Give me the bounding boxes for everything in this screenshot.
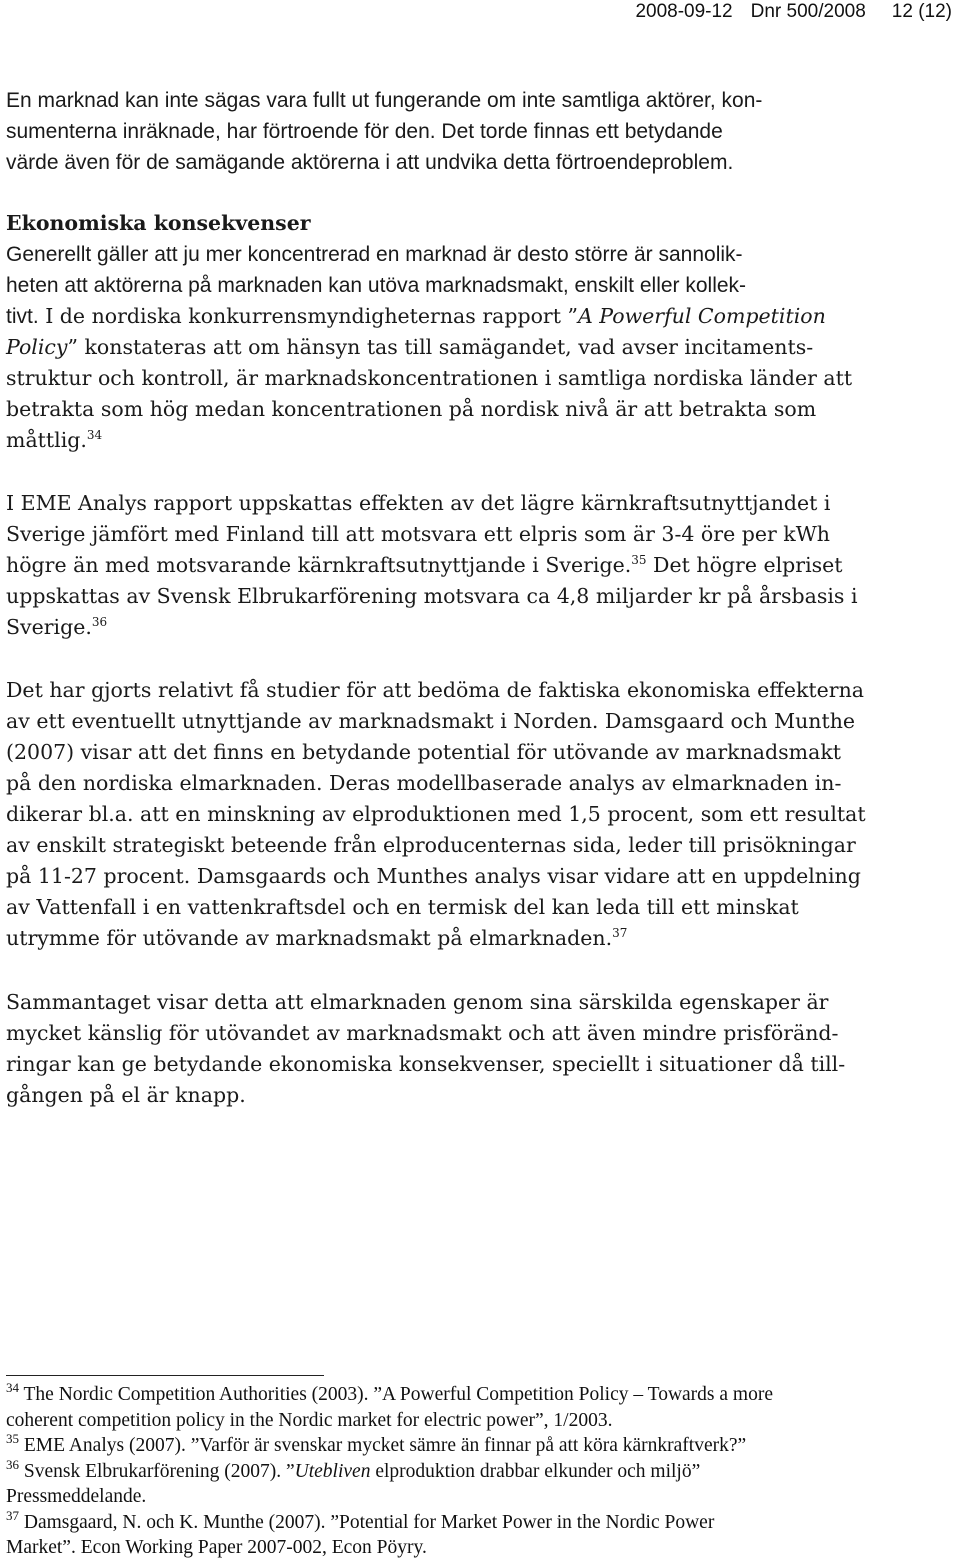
paragraph-line: av Vattenfall i en vattenkraftsdel och en termisk del kan leda till ett minskat (6, 895, 799, 919)
footnote-ref[interactable]: 34 (86, 428, 103, 442)
paragraph-line (6, 923, 896, 954)
section-line (6, 332, 896, 363)
paragraph-line: I EME Analys rapport uppskattas effekten av det lägre kärnkraftsutnyttjandet i (6, 491, 831, 515)
paragraph-line: på den nordiska elmarknaden. Deras modellbaserade analys av elmarknaden in- (6, 771, 842, 795)
footnote-number: 34 (6, 1380, 19, 1395)
section-economic-consequences (6, 208, 896, 456)
footnote-37-cont: Market”. Econ Working Paper 2007-002, Econ Pöyry. (6, 1537, 427, 1558)
footnote-37 (6, 1507, 906, 1536)
footnote-36 (6, 1456, 906, 1485)
section-line: betrakta som hög medan koncentrationen på nordisk nivå är att betrakta som (6, 397, 817, 421)
header-page-number: 12 (12) (891, 1, 952, 22)
paragraph-line: Sammantaget visar detta att elmarknaden genom sina särskilda egenskaper är (6, 990, 829, 1014)
paragraph-line (6, 612, 896, 643)
paragraph-line: dikerar bl.a. att en minskning av elproduktionen med 1,5 procent, som ett resultat (6, 802, 866, 826)
section-text: tivt. (6, 305, 39, 328)
paragraph-line: av enskilt strategiskt beteende från elproducenternas sida, leder till prisökningar (6, 833, 856, 857)
section-line (6, 425, 896, 456)
paragraph-line: ringar kan ge betydande ekonomiska konsekvenser, speciellt i situationer då till- (6, 1052, 846, 1076)
footnote-text: Damsgaard, N. och K. Munthe (2007). ”Potential for Market Power in the Nordic Power (19, 1511, 715, 1533)
footnote-34-cont: coherent competition policy in the Nordic market for electric power”, 1/2003. (6, 1409, 613, 1431)
footnote-34 (6, 1382, 906, 1408)
header-date: 2008-09-12 (635, 1, 733, 22)
section-text: ” konstateras att om hänsyn tas till samägandet, vad avser incitaments- (67, 335, 814, 359)
section-text: I de nordiska konkurrensmyndigheternas rapport ” (38, 304, 578, 328)
footnote-number: 37 (6, 1507, 19, 1523)
footnote-36-cont: Pressmeddelande. (6, 1486, 147, 1507)
footnote-italic: Utebliven (294, 1460, 371, 1482)
footnote-number: 36 (6, 1456, 19, 1472)
paragraph-line: av ett eventuellt utnyttjande av marknadsmakt i Norden. Damsgaard och Munthe (6, 709, 856, 733)
section-text: måttlig. (6, 428, 87, 452)
paragraph-summary (6, 987, 896, 1111)
paragraph-eme (6, 488, 896, 643)
paragraph-text: högre än med motsvarande kärnkraftsutnyttjande i Sverige. (6, 553, 632, 577)
footnotes (6, 1382, 906, 1561)
section-line: struktur och kontroll, är marknadskoncentrationen i samtliga nordiska länder att (6, 366, 853, 390)
footnote-ref[interactable]: 36 (91, 615, 108, 629)
paragraph-text: Det högre elpriset (646, 553, 843, 577)
intro-line: sumenterna inräknade, har förtroende för den. Det torde finnas ett betydande (6, 120, 723, 143)
section-line-mixed (6, 301, 896, 332)
intro-paragraph (6, 85, 896, 178)
paragraph-line: Sverige jämfört med Finland till att motsvara ett elpris som är 3-4 öre per kWh (6, 522, 830, 546)
footnote-separator (6, 1375, 324, 1376)
intro-line: En marknad kan inte sägas vara fullt ut fungerande om inte samtliga aktörer, kon- (6, 89, 763, 112)
footnote-ref[interactable]: 37 (612, 926, 628, 940)
footnote-text: elproduktion drabbar elkunder och miljö” (370, 1460, 701, 1482)
paragraph-line: uppskattas av Svensk Elbrukarförening motsvara ca 4,8 miljarder kr på årsbasis i (6, 584, 858, 608)
page-header (635, 0, 952, 24)
section-heading: Ekonomiska konsekvenser (6, 211, 311, 235)
report-title-italic: Policy (6, 335, 68, 359)
footnote-text: EME Analys (2007). ”Varför är svenskar mycket sämre än finnar på att köra kärnkraftverk?” (19, 1435, 747, 1456)
header-dnr: Dnr 500/2008 (750, 1, 866, 22)
paragraph-studies (6, 675, 896, 954)
paragraph-line: Det har gjorts relativt få studier för att bedöma de faktiska ekonomiska effekterna (6, 678, 865, 702)
section-line: heten att aktörerna på marknaden kan utöva marknadsmakt, enskilt eller kollek- (6, 274, 747, 297)
paragraph-line: på 11-27 procent. Damsgaards och Munthes analys visar vidare att en uppdelning (6, 864, 861, 888)
paragraph-line: mycket känslig för utövandet av marknadsmakt och att även mindre prisföränd- (6, 1021, 839, 1045)
intro-line: värde även för de samägande aktörerna i att undvika detta förtroendeproblem. (6, 151, 734, 174)
report-title-italic: A Powerful Competition (577, 304, 826, 328)
paragraph-text: Sverige. (6, 615, 92, 639)
section-line: Generellt gäller att ju mer koncentrerad en marknad är desto större är sannolik- (6, 243, 743, 266)
footnote-text: Svensk Elbrukarförening (2007). ” (19, 1460, 295, 1482)
paragraph-line (6, 550, 896, 581)
footnote-ref[interactable]: 35 (631, 553, 647, 567)
paragraph-line: gången på el är knapp. (6, 1083, 246, 1107)
footnote-number: 35 (6, 1431, 19, 1446)
paragraph-line: (2007) visar att det finns en betydande potential för utövande av marknadsmakt (6, 740, 841, 764)
footnote-35 (6, 1433, 906, 1459)
footnote-text: The Nordic Competition Authorities (2003). ”A Powerful Competition Policy – Towards a more (19, 1384, 773, 1405)
paragraph-text: utrymme för utövande av marknadsmakt på elmarknaden. (6, 926, 613, 950)
